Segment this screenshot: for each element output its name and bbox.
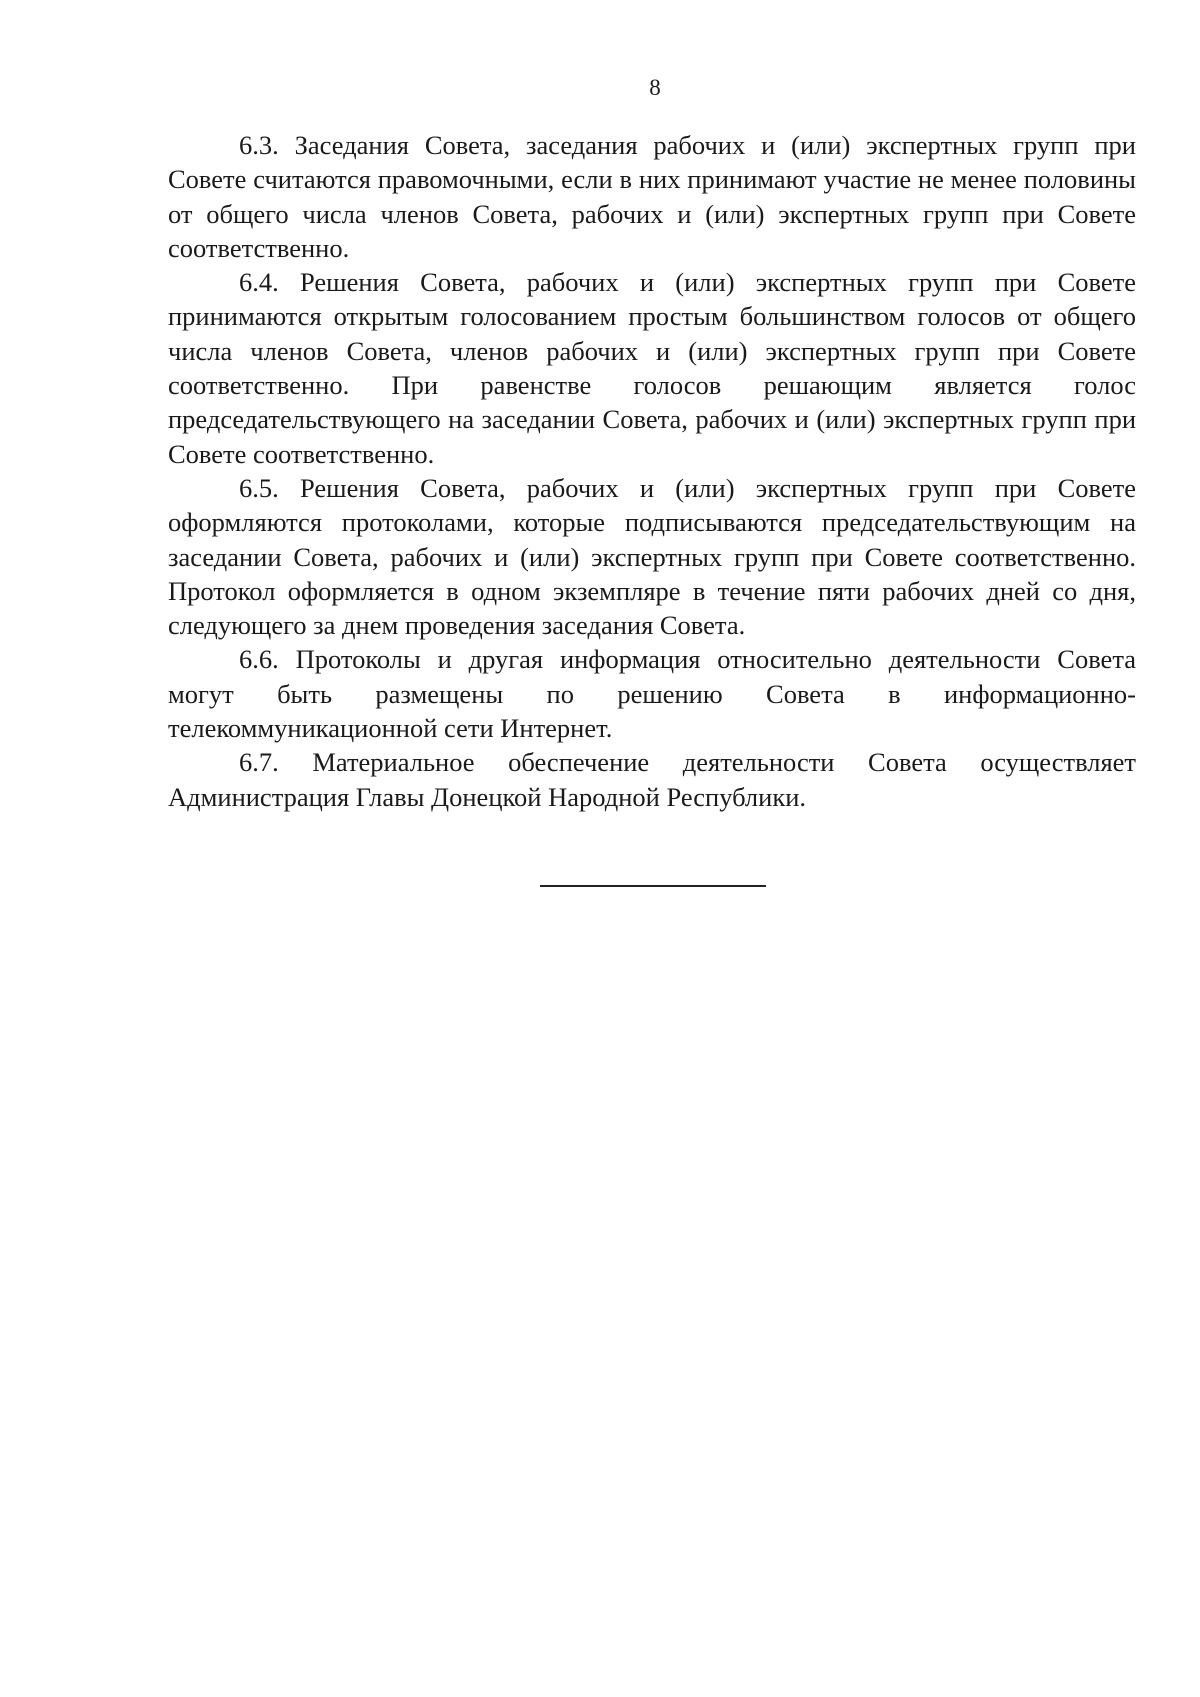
paragraph-6-7: 6.7. Материальное обеспечение деятельности Совета осуществляет Администрация Главы Донецкой Народной Республики. (168, 747, 1136, 812)
paragraph-6-5: 6.5. Решения Совета, рабочих и (или) экспертных групп при Совете оформляются протоколами, которые подписываются председательствующим на заседании Совета, рабочих и (или) экспертных групп при Совете соответственно. Протокол оформляется в одном экземпляре в течение пяти рабочих дней со дня, следующего за днем проведения заседания Совета. (168, 472, 1136, 641)
paragraph-6-3: 6.3. Заседания Совета, заседания рабочих и (или) экспертных групп при Совете считаются правомочными, если в них принимают участие не менее половины от общего числа членов Совета, рабочих и (или) экспертных групп при Совете соответственно. (168, 130, 1136, 263)
end-separator-line (540, 885, 766, 887)
paragraph-6-4: 6.4. Решения Совета, рабочих и (или) экспертных групп при Совете принимаются открытым голосованием простым большинством голосов от общего числа членов Совета, членов рабочих и (или) экспертных групп при Совете соответственно. При равенстве голосов решающим является голос председательствующего на заседании Совета, рабочих и (или) экспертных групп при Совете соответственно. (168, 267, 1136, 469)
document-body (168, 128, 1136, 814)
page-number: 8 (649, 75, 661, 100)
paragraph-6-6: 6.6. Протоколы и другая информация относительно деятельности Совета могут быть размещены по решению Совета в информационно-телекоммуникационной сети Интернет. (168, 644, 1136, 744)
